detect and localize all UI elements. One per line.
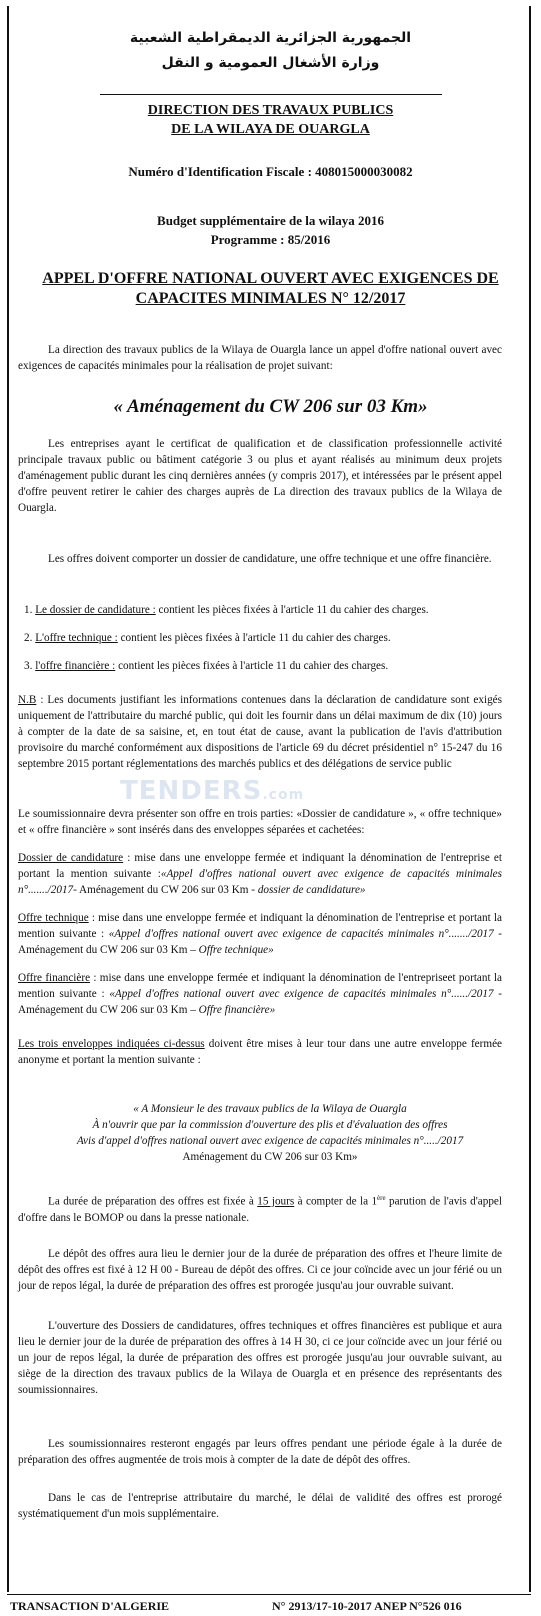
offre-financiere-paragraph (18, 970, 502, 1018)
budget-line: Budget supplémentaire de la wilaya 2016 (157, 213, 384, 228)
financiere-label: Offre financière (18, 972, 91, 984)
deposit-paragraph: Le dépôt des offres aura lieu le dernier jour de la durée de préparation des offres et l'heure limite de dépôt des offres est fixé à 12 H 00 - Bureau de dépôt des offres. Ci ce jour coïncide avec un jour férié ou un jour de repos légal, la durée de préparation des offres est prorogée jusqu'au jour ouvrable suivant. (18, 1248, 502, 1292)
duree-mid: à compter de la 1 (294, 1195, 378, 1208)
list-item-text: contient les pièces fixées à l'article 11 du cahier des charges. (155, 604, 429, 616)
offre-technique-paragraph (18, 910, 502, 958)
envelope-address-line2: À n'ouvrir que par la commission d'ouverture des plis et d'évaluation des offres (92, 1119, 448, 1131)
watermark-suffix: .com (262, 787, 305, 803)
nb-text: : Les documents justifiant les informations contenues dans la déclaration de candidature sont exigés uniquement de l'attributaire du marché public, qui doit les fournir dans un délai maximum de dix (10) jours à compter de la date de sa saisine, et, en tout état de cause, avant la publication de l'avis d'attribution provisoire du marché conformément aux dispositions de l'article 69 du décret présidentiel n° 15-247 du 16 septembre 2015 portant réglementations des marchés publics et des délégations de service public (18, 694, 502, 770)
list-item (24, 632, 504, 644)
header-divider (100, 94, 442, 95)
three-envelopes-paragraph (18, 1036, 502, 1068)
presentation-paragraph: Le soumissionnaire devra présenter son offre en trois parties: «Dossier de candidature », « offre technique» et « offre financière » sont insérés dans des enveloppes séparées et cachetées: (18, 808, 502, 836)
list-item-number: 2. (24, 632, 33, 644)
commitment-paragraph: Les soumissionnaires resteront engagés par leurs offres pendant une période égale à la durée de préparation des offres augmentée de trois mois à compter de la date de dépôt des offres. (18, 1438, 502, 1466)
technique-text: : mise dans une enveloppe fermée et indiquant la dénomination de l'entreprise et portant la mention suivante : (18, 912, 502, 940)
validity-paragraph: Dans le cas de l'entreprise attributaire du marché, le délai de validité des offres est prorogé systématiquement d'un mois supplémentaire. (18, 1492, 502, 1520)
list-item-label: l'offre financière : (35, 660, 116, 672)
duree-after: parution de l'avis d'appel d'offre dans le BOMOP ou dans la presse nationale. (18, 1195, 502, 1224)
duree-days: 15 jours (257, 1195, 295, 1208)
footer-publication: TRANSACTION D'ALGERIE (10, 1599, 170, 1613)
list-item-number: 1. (24, 604, 33, 616)
technique-label: Offre technique (18, 912, 89, 924)
list-item (24, 660, 504, 672)
project-name: « Aménagement du CW 206 sur 03 Km» (113, 396, 428, 417)
arabic-header-republic: الجمهورية الجزائرية الديمقراطية الشعبية (129, 30, 412, 46)
list-item-label: Le dossier de candidature : (35, 604, 156, 616)
financiere-text: : mise dans une enveloppe fermée et indiquant la dénomination de l'entrepriseet portant la mention suivante : (18, 972, 502, 1000)
direction-title-line1: DIRECTION DES TRAVAUX PUBLICS (147, 103, 394, 118)
watermark-main: TENDERS (120, 776, 263, 806)
dossier-tail-italic: dossier de candidature» (257, 884, 366, 896)
nb-paragraph (18, 692, 502, 772)
programme-line: Programme : 85/2016 (210, 232, 331, 247)
preparation-duration-paragraph (18, 1190, 502, 1226)
arabic-header-ministry: وزارة الأشغال العمومية و النقل (161, 55, 380, 71)
trois-text: doivent être mises à leur tour dans une autre enveloppe fermée anonyme et portant la mention suivante : (18, 1038, 502, 1066)
dossier-candidature-paragraph (18, 850, 502, 898)
duree-before: La durée de préparation des offres est fixée à (48, 1195, 258, 1208)
envelope-address-line1: « A Monsieur le des travaux publics de la Wilaya de Ouargla (133, 1103, 407, 1115)
dossier-mention: «Appel d'offres national ouvert avec exigence de capacités minimales n°......./2017- (18, 868, 502, 896)
opening-paragraph: L'ouverture des Dossiers de candidatures, offres techniques et offres financières est publique et aura lieu le dernier jour de la durée de préparation des offres à 14 H 30, ci ce jour coïncide avec un jour férié ou un jour de repos légal, la durée de préparation des offres est prorogée jusqu'au jour ouvrable suivant, au siège de la direction des travaux publics de la Wilaya de Ouargla et en présence des représentants des soumissionnaires. (18, 1320, 502, 1396)
list-item-text: contient les pièces fixées à l'article 11 du cahier des charges. (117, 632, 391, 644)
dossier-tail: Aménagement du CW 206 sur 03 Km - (76, 884, 258, 896)
list-item (24, 604, 504, 616)
list-item-text: contient les pièces fixées à l'article 11 du cahier des charges. (115, 660, 389, 672)
nb-label: N.B (18, 694, 37, 706)
dossier-label: Dossier de candidature (18, 852, 124, 864)
offers-intro-paragraph: Les offres doivent comporter un dossier de candidature, une offre technique et une offre financière. (48, 553, 492, 565)
dossier-text: : mise dans une enveloppe fermée et indiquant la dénomination de l'entreprise et portant la mention suivante : (18, 852, 502, 880)
fiscal-id: Numéro d'Identification Fiscale : 408015000030082 (128, 164, 413, 179)
technique-tail: Aménagement du CW 206 sur 03 Km – (18, 944, 199, 956)
notice-title-line2: CAPACITES MINIMALES N° 12/2017 (135, 290, 406, 307)
list-item-number: 3. (24, 660, 33, 672)
financiere-mention: «Appel d'offres national ouvert avec exigence de capacités minimales n°....../2017 - (109, 988, 502, 1000)
financiere-tail-italic: Offre financière» (198, 1004, 276, 1016)
technique-mention: «Appel d'offres national ouvert avec exigence de capacités minimales n°......./2017 - (108, 928, 502, 940)
financiere-tail: Aménagement du CW 206 sur 03 Km – (18, 1004, 199, 1016)
eligibility-paragraph: Les entreprises ayant le certificat de qualification et de classification professionnelle activité principale travaux public ou bâtiment catégorie 3 ou plus et ayant réalisés au minimum deux projets d'aménagement public durant les cinq dernières années (y compris 2017), et intéressées par le présent appel d'offre peuvent retirer le cahier des charges auprès de La direction des travaux publics de la Wilaya de Ouargla. (18, 438, 502, 514)
direction-title-line2: DE LA WILAYA DE OUARGLA (171, 122, 370, 137)
footer-divider (7, 1594, 531, 1595)
trois-label: Les trois enveloppes indiquées ci-dessus (18, 1038, 205, 1050)
envelope-address-line4: Aménagement du CW 206 sur 03 Km» (182, 1151, 358, 1163)
technique-tail-italic: Offre technique» (198, 944, 274, 956)
intro-paragraph: La direction des travaux publics de la Wilaya de Ouargla lance un appel d'offre national ouvert avec exigences de capacités minimales pour la réalisation de projet suivant: (18, 344, 502, 372)
notice-title-line1: APPEL D'OFFRE NATIONAL OUVERT AVEC EXIGENCES DE (42, 270, 499, 287)
list-item-label: L'offre technique : (35, 632, 118, 644)
duree-sup: ère (377, 1194, 386, 1202)
envelope-address-line3: Avis d'appel d'offres national ouvert avec exigence de capacités minimales n°...../2017 (76, 1135, 464, 1147)
footer-reference: N° 2913/17-10-2017 ANEP N°526 016 (272, 1599, 462, 1613)
